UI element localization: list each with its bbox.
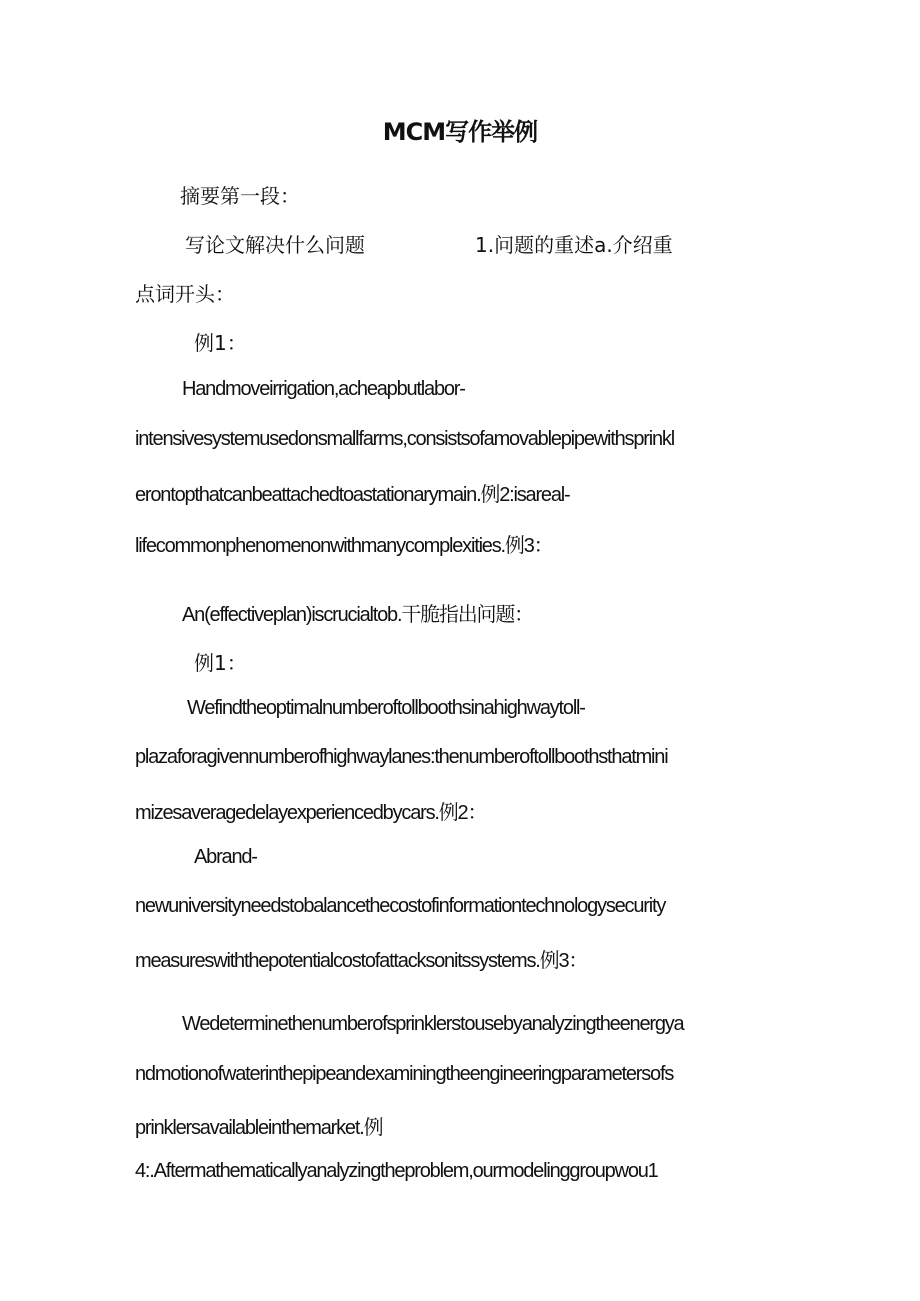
- para-line: Wedeterminethenumberofsprinklerstousebyanalyzingtheenergya: [182, 1013, 684, 1035]
- para-line: [185, 229, 673, 258]
- para-line: lifecommonphenomenonwithmanycomplexities.例3：: [135, 535, 553, 557]
- para-heading: 摘要第一段：: [180, 184, 300, 208]
- para-line: 点词开头：: [135, 282, 235, 306]
- para-line: plazaforagivennumberofhighwaylanes:thenumberoftollboothsthatmini: [135, 746, 668, 768]
- para-line: intensivesystemusedonsmallfarms,consistsofamovablepipewithsprinkl: [135, 428, 674, 450]
- para-line: mizesaveragedelayexperiencedbycars.例2：: [135, 802, 487, 824]
- example-label: 例1：: [194, 651, 247, 675]
- para-line: prinklersavailableinthemarket.例: [135, 1117, 383, 1139]
- para-line: newuniversityneedstobalancethecostofinformationtechnologysecurity: [135, 895, 666, 917]
- para-line: An(effectiveplan)iscrucialtob.干脆指出问题：: [182, 604, 533, 626]
- para-line: 4:.Aftermathematicallyanalyzingtheproblem,ourmodelinggroupwou1: [135, 1160, 658, 1182]
- example-label: 例1：: [194, 331, 247, 355]
- para-line: Handmoveirrigation,acheapbutlabor-: [182, 378, 465, 400]
- para-line: Abrand-: [194, 846, 257, 868]
- para-line: measureswiththepotentialcostofattacksonitssystems.例3：: [135, 950, 588, 972]
- document-title: MCM写作举例: [382, 118, 538, 146]
- para-line-part: 写论文解决什么问题: [185, 233, 365, 257]
- para-line: Wefindtheoptimalnumberoftollboothsinahighwaytoll-: [187, 697, 585, 719]
- para-line: erontopthatcanbeattachedtoastationarymain.例2:isareal-: [135, 484, 570, 506]
- para-line: ndmotionofwaterinthepipeandexaminingtheengineeringparametersofs: [135, 1063, 674, 1085]
- para-line-part: 1.问题的重述a.介绍重: [475, 233, 673, 257]
